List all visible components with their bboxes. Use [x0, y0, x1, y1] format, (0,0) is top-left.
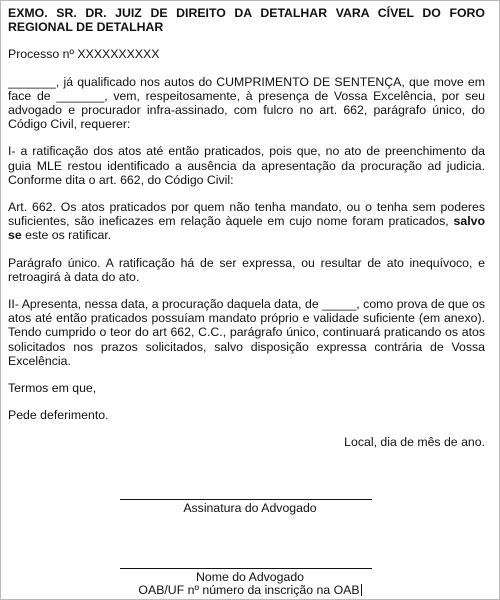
text-cursor [361, 584, 362, 596]
ratification-request-paragraph: I- a ratificação dos atos até então praticados, pois que, no ato de preenchimento da guia MLE restou identificado a ausência da apresentação da procuração ad judicia. Conforme dita o art. 662, do Código Civil: [8, 144, 485, 187]
oab-number-text: OAB/UF nº número da inscrição na OAB [138, 583, 360, 597]
petition-heading: EXMO. SR. DR. JUIZ DE DIREITO DA DETALHAR VARA CÍVEL DO FORO REGIONAL DE DETALHAR [8, 6, 485, 35]
single-paragraph-text: Parágrafo único. A ratificação há de ser expressa, ou resultar de ato inequívoco, e retroagirá à data do ato. [8, 255, 485, 284]
name-line [120, 568, 372, 569]
closing-request: Pede deferimento. [8, 408, 109, 423]
signature-line [120, 499, 372, 500]
article-662-text: Art. 662. Os atos praticados por quem não tenha mandato, ou o tenha sem poderes suficientes, são ineficazes em relação àquele em cujo nome foram praticados, [8, 200, 485, 229]
lawyer-name-label: Nome do Advogado [195, 570, 305, 584]
place-date: Local, dia de mês de ano. [344, 435, 485, 450]
process-number: Processo nº XXXXXXXXXX [8, 47, 160, 62]
article-662-bold-text: salvo se [8, 214, 485, 243]
oab-number-label [0, 583, 500, 597]
article-662-tail: este os ratificar. [21, 228, 112, 243]
lawyer-signature-label: Assinatura do Advogado [183, 501, 317, 515]
qualification-paragraph: _______, já qualificado nos autos do CUMPRIMENTO DE SENTENÇA, que move em face de _______, vem, respeitosamente, à presença de Vossa Excelência, por seu advogado e procurador infra-assinado, com fulcro no art. 662, parágrafo único, do Código Civil, requerer: [8, 74, 485, 132]
closing-terms: Termos em que, [8, 381, 97, 396]
second-request-paragraph: II- Apresenta, nessa data, a procuração daquela data, de _____, como prova de que os atos até então praticados possuíam mandato próprio e validade suficiente (em anexo). Tendo cumprido o teor do art 662, C.C., parágrafo único, continuará praticando os atos solicitados nos prazos solicitados, salvo disposição expressa contrária de Vossa Excelência. [8, 297, 485, 368]
